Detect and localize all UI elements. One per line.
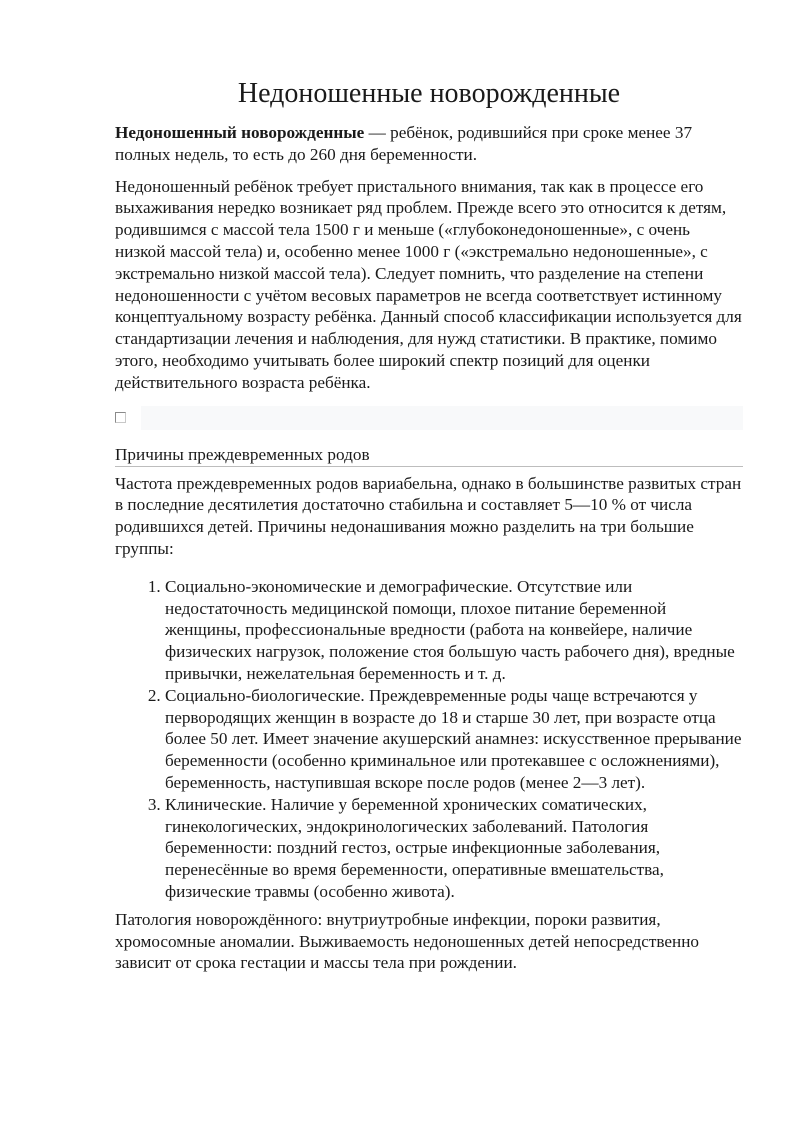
list-item: 3. Клинические. Наличие у беременной хронических соматических, гинекологических, эндокринологических заболеваний. Патология беременности: поздний гестоз, острые инфекционные заболевания, перенесённые во время беременности, оперативные вмешательства, физические травмы (особенно живота). [165, 794, 743, 903]
preterm-care-paragraph: Недоношенный ребёнок требует пристального внимания, так как в процессе его выхаживания нередко возникает ряд проблем. Прежде всего это относится к детям, родившимся с массой тела 1500 г и меньше («глубоконедоношенные», с очень низкой массой тела) и, особенно менее 1000 г («экстремально недоношенные», с экстремально низкой массой тела). Следует помнить, что разделение на степени недоношенности с учётом весовых параметров не всегда соответствует истинному концептуальному возрасту ребёнка. Данный способ классификации используется для стандартизации лечения и наблюдения, для нужд статистики. В практике, помимо этого, необходимо учитывать более широкий спектр позиций для оценки действительного возраста ребёнка. [115, 176, 742, 392]
image-strip [141, 406, 743, 430]
page-title: Недоношенные новорожденные [237, 78, 621, 109]
newborn-pathology-paragraph: Патология новорождённого: внутриутробные инфекции, пороки развития, хромосомные аномалии. Выживаемость недоношенных детей непосредственно зависит от срока гестации и массы тела при рождении. [115, 909, 700, 973]
embedded-image-placeholder [115, 406, 743, 430]
list-item: 2. Социально-биологические. Преждевременные роды чаще встречаются у первородящих женщин в возрасте до 18 и старше 30 лет, при возрасте отца более 50 лет. Имеет значение акушерский анамнез: искусственное прерывание беременности (особенно криминальное или протекавшее с осложнениями), беременность, наступившая вскоре после родов (менее 2—3 лет). [165, 685, 743, 794]
intro-paragraph [115, 122, 743, 166]
intro-term: Недоношенный новорожденные [115, 123, 365, 142]
broken-image-icon [115, 412, 126, 423]
causes-list [115, 576, 743, 903]
section-heading-causes: Причины преждевременных родов [115, 444, 743, 467]
document-page [115, 74, 743, 974]
intro-definition: — ребёнок, родившийся при сроке менее 37 полных недель, то есть до 260 дня беременности. [115, 123, 693, 164]
list-item: 1. Социально-экономические и демографические. Отсутствие или недостаточность медицинской помощи, плохое питание беременной женщины, профессиональные вредности (работа на конвейере, наличие физических нагрузок, положение стоя большую часть рабочего дня), вредные привычки, нежелательная беременность и т. д. [165, 576, 743, 685]
causes-intro-paragraph: Частота преждевременных родов вариабельна, однако в большинстве развитых стран в последние десятилетия достаточно стабильна и составляет 5—10 % от числа родившихся детей. Причины недонашивания можно разделить на три большие группы: [115, 473, 742, 558]
